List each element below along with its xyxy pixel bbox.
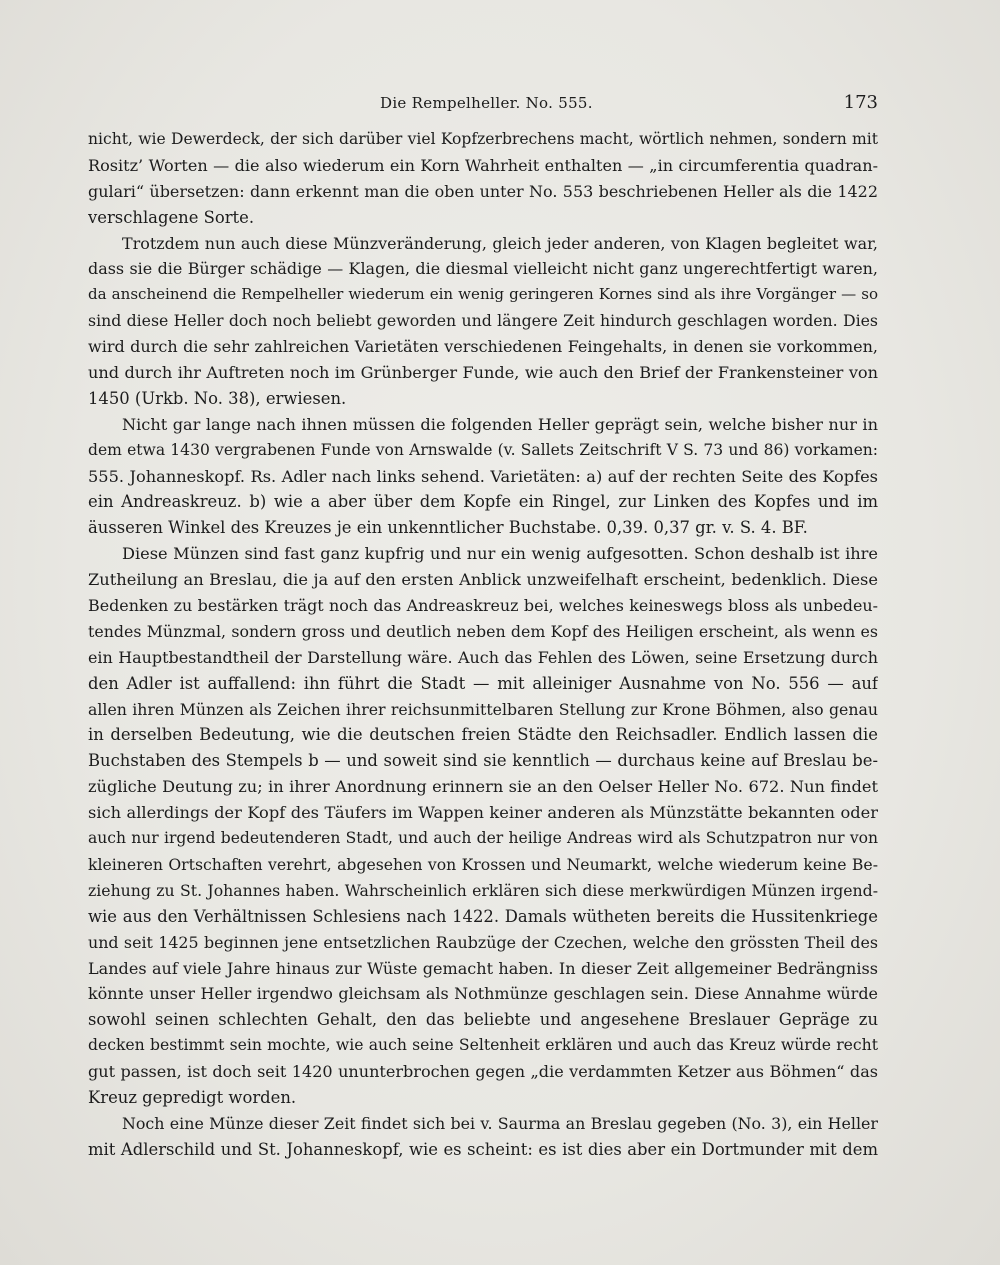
text-line: sind diese Heller doch noch beliebt geworden und längere Zeit hindurch geschlagen worden. Dies [88, 311, 878, 331]
text-line: verschlagene Sorte. [88, 207, 255, 227]
text-line: Noch eine Münze dieser Zeit findet sich bei v. Saurma an Breslau gegeben (No. 3), ein Heller [122, 1113, 878, 1133]
text-line: Trotzdem nun auch diese Münzveränderung, gleich jeder anderen, von Klagen begleitet war, [122, 233, 878, 253]
text-line: Landes auf viele Jahre hinaus zur Wüste gemacht haben. In dieser Zeit allgemeiner Bedrängniss [88, 958, 878, 978]
text-line: mit Adlerschild und St. Johanneskopf, wie es scheint: es ist dies aber ein Dortmunder mit dem [88, 1139, 878, 1159]
text-line: Nicht gar lange nach ihnen müssen die folgenden Heller geprägt sein, welche bisher nur in [122, 414, 878, 434]
text-line: Zutheilung an Breslau, die ja auf den ersten Anblick unzweifelhaft erscheint, bedenklich. Diese [88, 570, 878, 590]
page-header [88, 94, 878, 118]
text-line: auch nur irgend bedeutenderen Stadt, und auch der heilige Andreas wird als Schutzpatron nur von [88, 829, 878, 848]
text-line: 555. Johanneskopf. Rs. Adler nach links sehend. Varietäten: a) auf der rechten Seite des Kopfes [88, 466, 878, 486]
text-line: zügliche Deutung zu; in ihrer Anordnung erinnern sie an den Oelser Heller No. 672. Nun findet [88, 777, 878, 797]
text-line: dem etwa 1430 vergrabenen Funde von Arnswalde (v. Sallets Zeitschrift V S. 73 und 86) vorkamen: [88, 440, 878, 459]
text-line: dass sie die Bürger schädige — Klagen, die diesmal vielleicht nicht ganz ungerechtfertigt waren, [88, 259, 878, 279]
page-number: 173 [843, 92, 878, 113]
text-line: sich allerdings der Kopf des Täufers im Wappen keiner anderen als Münzstätte bekannten oder [88, 803, 878, 823]
text-line: sowohl seinen schlechten Gehalt, den das beliebte und angesehene Breslauer Gepräge zu [88, 1010, 878, 1030]
text-line: allen ihren Münzen als Zeichen ihrer reichsunmittelbaren Stellung zur Krone Böhmen, also genau [88, 699, 878, 719]
text-line: Kreuz gepredigt worden. [88, 1087, 297, 1107]
text-line: Rositz’ Worten — die also wiederum ein Korn Wahrheit enthalten — „in circumferentia quadran- [88, 155, 878, 175]
text-line: gut passen, ist doch seit 1420 ununterbrochen gegen „die verdammten Ketzer aus Böhmen“ das [88, 1062, 878, 1082]
text-line: könnte unser Heller irgendwo gleichsam als Nothmünze geschlagen sein. Diese Annahme würde [88, 984, 878, 1004]
text-line: wird durch die sehr zahlreichen Varietäten verschiedenen Feingehalts, in denen sie vorkommen, [88, 337, 878, 357]
text-line: den Adler ist auffallend: ihn führt die Stadt — mit alleiniger Ausnahme von No. 556 — auf [88, 673, 878, 693]
text-line: tendes Münzmal, sondern gross und deutlich neben dem Kopf des Heiligen erscheint, als wenn es [88, 621, 878, 641]
text-line: gulari“ übersetzen: dann erkennt man die oben unter No. 553 beschriebenen Heller als die 1422 [88, 181, 878, 201]
text-line: Diese Münzen sind fast ganz kupfrig und nur ein wenig aufgesotten. Schon deshalb ist ihre [122, 544, 878, 564]
text-line: da anscheinend die Rempelheller wiederum ein wenig geringeren Kornes sind als ihre Vorgänger — so [88, 285, 878, 304]
text-line: nicht, wie Dewerdeck, der sich darüber viel Kopfzerbrechens macht, wörtlich nehmen, sondern mit [88, 130, 878, 148]
text-line: 1450 (Urkb. No. 38), erwiesen. [88, 388, 347, 408]
text-line: ziehung zu St. Johannes haben. Wahrscheinlich erklären sich diese merkwürdigen Münzen irgend- [88, 880, 878, 900]
running-title: Die Rempelheller. No. 555. [380, 94, 593, 112]
text-line: und seit 1425 beginnen jene entsetzlichen Raubzüge der Czechen, welche den grössten Theil des [88, 932, 878, 952]
text-line: wie aus den Verhältnissen Schlesiens nach 1422. Damals wütheten bereits die Hussitenkriege [88, 906, 878, 926]
text-line: decken bestimmt sein mochte, wie auch seine Seltenheit erklären und auch das Kreuz würde recht [88, 1036, 878, 1055]
text-line: in derselben Bedeutung, wie die deutschen freien Städte den Reichsadler. Endlich lassen die [88, 725, 878, 745]
text-line: Buchstaben des Stempels b — und soweit sind sie kenntlich — durchaus keine auf Breslau be- [88, 751, 878, 771]
text-line: kleineren Ortschaften verehrt, abgesehen von Krossen und Neumarkt, welche wiederum keine Be- [88, 854, 878, 874]
body-text [88, 127, 878, 1163]
text-line: ein Andreaskreuz. b) wie a aber über dem Kopfe ein Ringel, zur Linken des Kopfes und im [88, 492, 878, 512]
text-line: äusseren Winkel des Kreuzes je ein unkenntlicher Buchstabe. 0,39. 0,37 gr. v. S. 4. BF. [88, 518, 808, 538]
text-line: ein Hauptbestandtheil der Darstellung wäre. Auch das Fehlen des Löwen, seine Ersetzung durch [88, 647, 878, 667]
text-line: und durch ihr Auftreten noch im Grünberger Funde, wie auch den Brief der Frankensteiner von [88, 363, 878, 383]
text-line: Bedenken zu bestärken trägt noch das Andreaskreuz bei, welches keineswegs bloss als unbedeu- [88, 596, 878, 616]
